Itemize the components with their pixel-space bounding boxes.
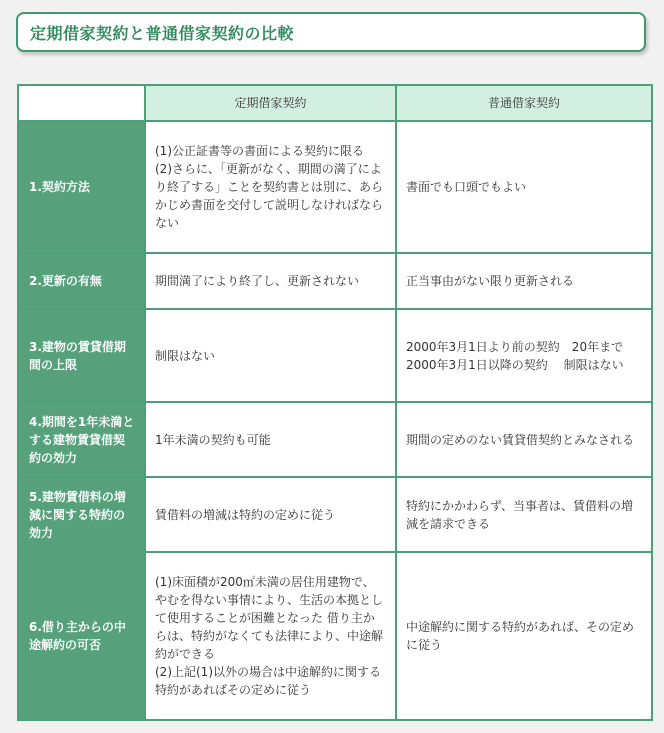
page-title: 定期借家契約と普通借家契約の比較 — [30, 23, 295, 43]
table-row — [18, 477, 652, 552]
row-label: 3.建物の賃貸借期間の上限 — [18, 309, 145, 402]
row-label: 1.契約方法 — [18, 121, 145, 253]
futsu-cell: 中途解約に関する特約があれば、その定めに従う — [396, 552, 652, 720]
title-box — [16, 12, 646, 52]
header-corner — [18, 85, 145, 121]
row-label: 5.建物賃借料の増減に関する特約の効力 — [18, 477, 145, 552]
teiki-cell: 期間満了により終了し、更新されない — [145, 253, 396, 309]
table-row — [18, 121, 652, 253]
futsu-cell: 書面でも口頭でもよい — [396, 121, 652, 253]
futsu-cell: 2000年3月1日より前の契約 20年まで 2000年3月1日以降の契約 制限はない — [396, 309, 652, 402]
futsu-cell: 正当事由がない限り更新される — [396, 253, 652, 309]
row-label: 2.更新の有無 — [18, 253, 145, 309]
table-row — [18, 402, 652, 477]
header-teiki: 定期借家契約 — [145, 85, 396, 121]
futsu-cell: 期間の定めのない賃貸借契約とみなされる — [396, 402, 652, 477]
table-header-row — [18, 85, 652, 121]
teiki-cell: (1)床面積が200㎡未満の居住用建物で、やむを得ない事情により、生活の本拠として使用することが困難となった 借り主からは、特約がなくても法律により、中途解約ができる (2)上記(1)以外の場合は中途解約に関する特約があればその定めに従う — [145, 552, 396, 720]
teiki-cell: 制限はない — [145, 309, 396, 402]
header-futsu: 普通借家契約 — [396, 85, 652, 121]
teiki-cell: (1)公正証書等の書面による契約に限る (2)さらに、「更新がなく、期間の満了により終了する」ことを契約書とは別に、あらかじめ書面を交付して説明しなければならない — [145, 121, 396, 253]
comparison-table — [17, 84, 653, 721]
row-label: 4.期間を1年未満とする建物賃貸借契約の効力 — [18, 402, 145, 477]
row-label: 6.借り主からの中途解約の可否 — [18, 552, 145, 720]
futsu-cell: 特約にかかわらず、当事者は、賃借料の増減を請求できる — [396, 477, 652, 552]
teiki-cell: 賃借料の増減は特約の定めに従う — [145, 477, 396, 552]
teiki-cell: 1年未満の契約も可能 — [145, 402, 396, 477]
table-row — [18, 309, 652, 402]
table-row — [18, 253, 652, 309]
table-row — [18, 552, 652, 720]
